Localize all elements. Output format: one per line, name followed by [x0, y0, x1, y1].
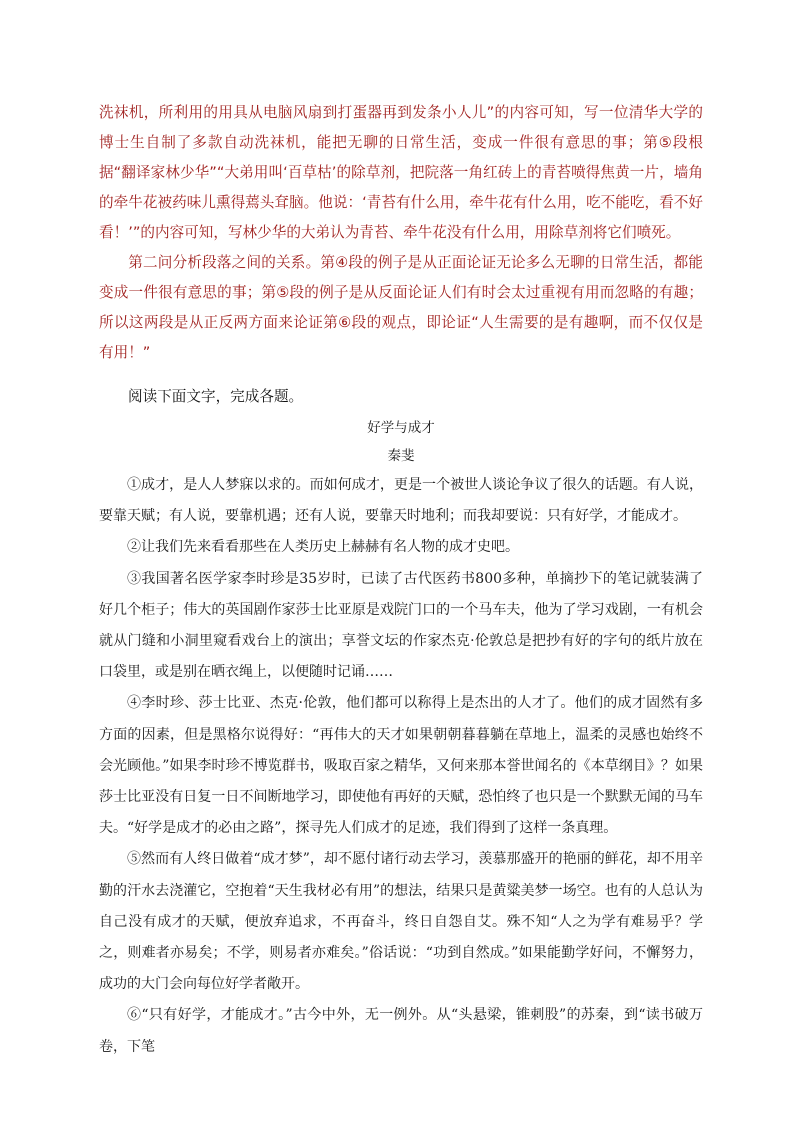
passage-paragraph-1: ①成才，是人人梦寐以求的。而如何成才，更是一个被世人谈论争议了很久的话题。有人说，要靠天赋；有人说，要靠机遇；还有人说，要靠天时地利；而我却要说：只有好学，才能成才。: [99, 477, 703, 525]
passage-paragraph-2: ②让我们先来看看那些在人类历史上赫赫有名人物的成才史吧。: [127, 539, 519, 556]
passage-paragraph-5: ⑤然而有人终日做着“成才梦”，却不愿付诸行动去学习，羡慕那盛开的艳丽的鲜花，却不用辛勤的汗水去浇灌它，空抱着“天生我材必有用”的想法，结果只是黄粱美梦一场空。也有的人总认为自己没有成才的天赋，便放弃追求，不再奋斗，终日自怨自艾。殊不知“人之为学有难易乎？学之，则难者亦易矣；不学，则易者亦难矣。”俗话说：“功到自然成。”如果能勤学好问，不懈努力，成功的大门会向每位好学者敞开。: [99, 851, 703, 993]
answer-analysis: [99, 98, 703, 368]
question-prompt: 阅读下面文字，完成各题。: [128, 388, 304, 405]
passage-title: 好学与成才: [367, 420, 435, 436]
passage-paragraph-6: ⑥“只有好学，才能成才。”古今中外，无一例外。从“头悬梁，锥刺股”的苏秦，到“读书破万卷，下笔: [99, 1007, 703, 1055]
reading-passage: [99, 414, 703, 1063]
passage-body: [99, 470, 703, 1063]
answer-paragraph-1: 洗袜机，所利用的用具从电脑风扇到打蛋器再到发条小人儿”的内容可知，写一位清华大学的博士生自制了多款自动洗袜机，能把无聊的日常生活，变成一件很有意思的事；第⑤段根据“翻译家林少华”“大弟用叫‘百草枯’的除草剂，把院落一角红砖上的青苔喷得焦黄一片，墙角的牵牛花被药味儿熏得蔫头耷脑。他说：‘青苔有什么用，牵牛花有什么用，吃不能吃，看不好看！’”的内容可知，写林少华的大弟认为青苔、牵牛花没有什么用，用除草剂将它们喷死。: [99, 104, 703, 241]
passage-paragraph-4: ④李时珍、莎士比亚、杰克·伦敦，他们都可以称得上是杰出的人才了。他们的成才固然有多方面的因素，但是黑格尔说得好：“再伟大的天才如果朝朝暮暮躺在草地上，温柔的灵感也始终不会光顾他。”如果李时珍不博览群书，吸取百家之精华，又何来那本誉世闻名的《本草纲目》？如果莎士比亚没有日复一日不间断地学习，即使他有再好的天赋，恐怕终了也只是一个默默无闻的马车夫。“好学是成才的必由之路”，探寻先人们成才的足迹，我们得到了这样一条真理。: [99, 695, 703, 837]
passage-paragraph-3: ③我国著名医学家李时珍是35岁时，已读了古代医药书800多种，单摘抄下的笔记就装满了好几个柜子；伟大的英国剧作家莎士比亚原是戏院门口的一个马车夫，他为了学习戏剧，一有机会就从门缝和小洞里窥看戏台上的演出；享誉文坛的作家杰克·伦敦总是把抄有好的字句的纸片放在口袋里，或是别在晒衣绳上，以便随时记诵……: [99, 570, 703, 681]
answer-paragraph-2: 第二问分析段落之间的关系。第④段的例子是从正面论证无论多么无聊的日常生活，都能变成一件很有意思的事；第⑤段的例子是从反面论证人们有时会太过重视有用而忽略的有趣；所以这两段是从正反两方面来论证第⑥段的观点，即论证“人生需要的是有趣啊，而不仅仅是有用！”: [99, 254, 703, 361]
passage-author: 秦斐: [387, 448, 415, 464]
